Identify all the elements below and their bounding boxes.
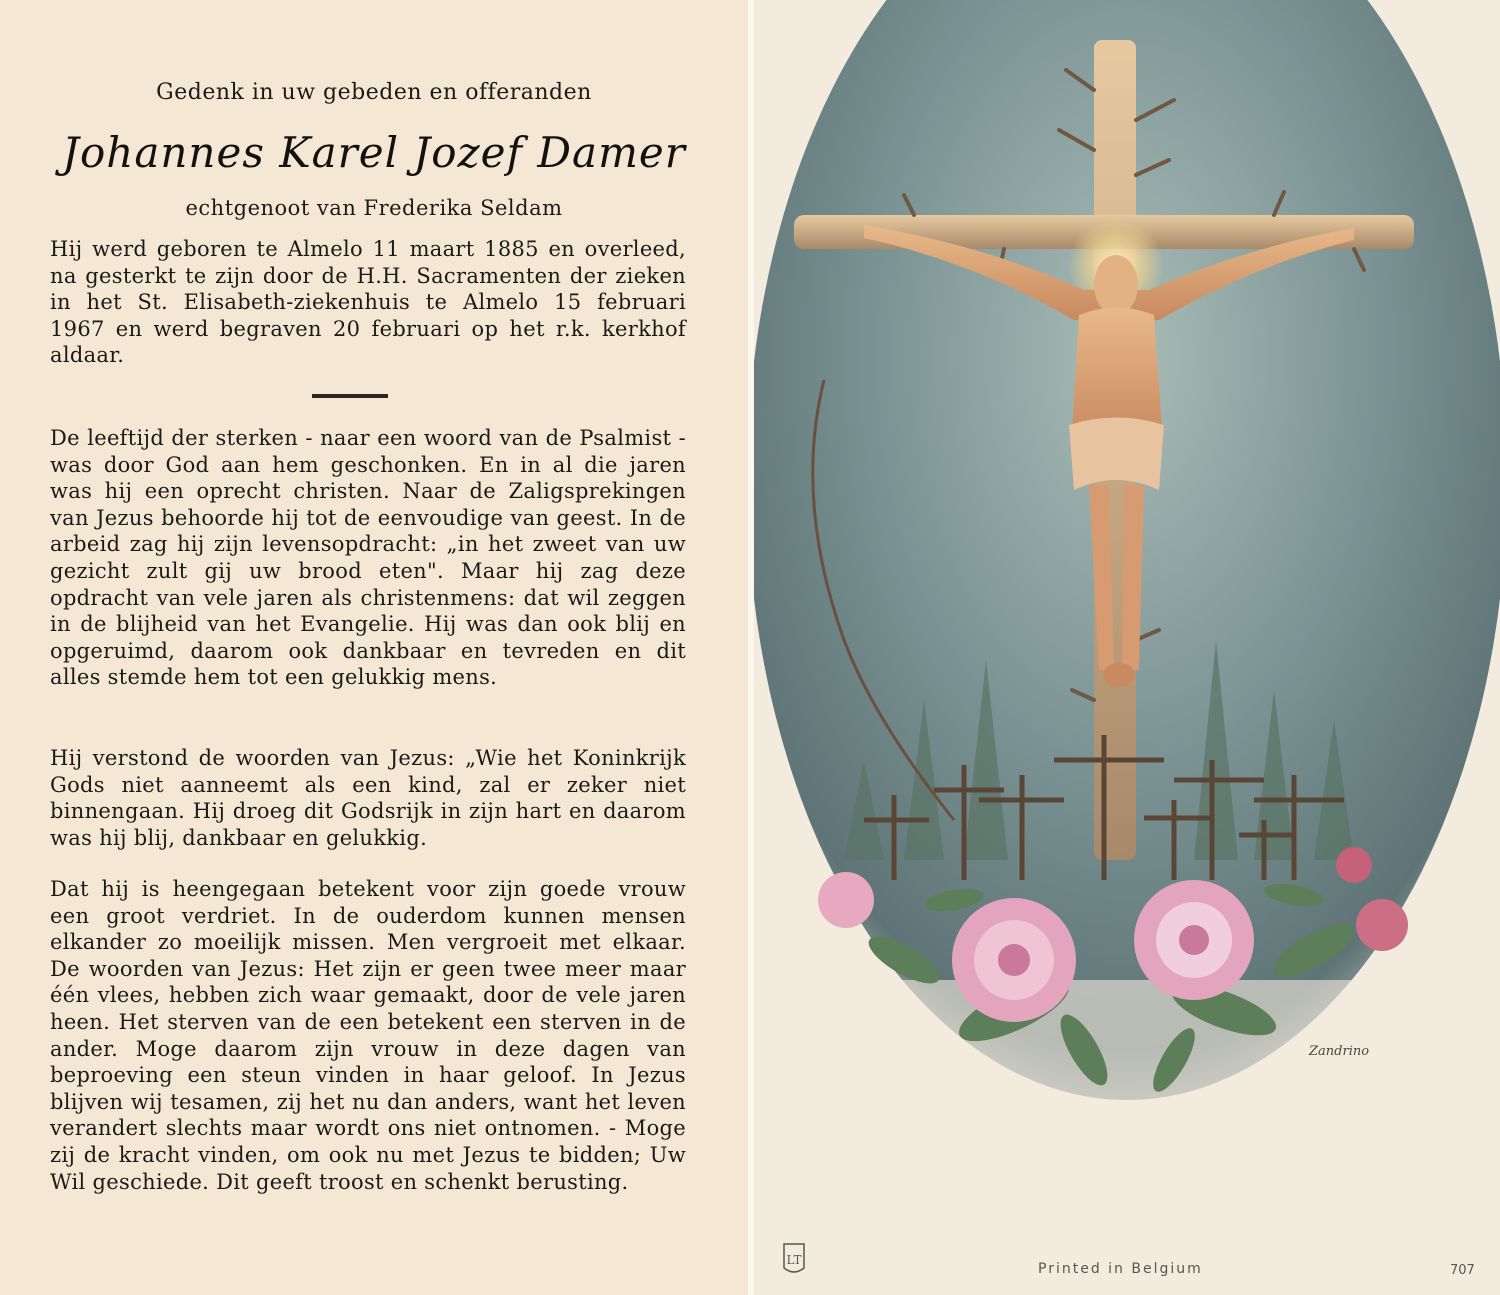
separator-rule — [312, 394, 388, 398]
picture-card — [754, 0, 1500, 1295]
card-number: 707 — [1450, 1263, 1475, 1278]
text-paragraph: Dat hij is heengegaan betekent voor zijn goede vrouw een groot verdriet. In de ouderdom kunnen mensen elkander zo moeilijk missen. Men vergroeit met elkaar. De woorden van Jezus: Het zijn er geen twee meer maar één vlees, hebben zich waar gemaakt, door de vele jaren heen. Het sterven van de een betekent een sterven in de ander. Moge daarom zijn vrouw in deze dagen van beproeving een steun vinden in haar geloof. In Jezus blijven wij tesamen, zij het nu dan anders, want het leven verandert slechts maar wordt ons niet ontnomen. - Moge zij de kracht vinden, om ook nu met Jezus te bidden; Uw Wil geschiede. Dit geeft troost en schenkt berusting. — [50, 877, 686, 1194]
memorial-text-card — [0, 0, 748, 1295]
deceased-name: Johannes Karel Jozef Damer — [62, 128, 686, 177]
lt-logo-icon — [782, 1242, 806, 1276]
printed-in-label: Printed in Belgium — [1038, 1261, 1203, 1277]
text-paragraph: De leeftijd der sterken - naar een woord van de Psalmist - was door God aan hem geschonken. En in al die jaren was hij een oprecht christen. Naar de Zaligsprekingen van Jezus behoorde hij tot de eenvoudige van geest. In de arbeid zag hij zijn levensopdracht: „in het zweet van uw gezicht zult gij uw brood eten". Maar hij zag deze opdracht van vele jaren als christenmens: dat wil zeggen in de blijheid van het Evangelie. Hij was dan ook blij en opgeruimd, daarom ook dankbaar en tevreden en dit alles stemde hem tot een gelukkig mens. — [50, 426, 686, 690]
svg-text:LT: LT — [786, 1253, 802, 1267]
text-paragraph: Hij verstond de woorden van Jezus: „Wie het Koninkrijk Gods niet aanneemt als een kind, zal er zeker niet binnengaan. Hij droeg dit Godsrijk in zijn hart en daarom was hij blij, dankbaar en gelukkig. — [50, 746, 686, 850]
intro-line: Gedenk in uw gebeden en offeranden — [156, 80, 592, 105]
biography-paragraph: Hij werd geboren te Almelo 11 maart 1885 en overleed, na gesterkt te zijn door de H.H. Sacramenten der zieken in het St. Elisabeth-ziekenhuis te Almelo 15 februari 1967 en werd begraven 20 februari op het r.k. kerkhof aldaar. — [50, 237, 686, 368]
crucifixion-illustration — [754, 0, 1500, 1110]
spouse-line: echtgenoot van Frederika Seldam — [185, 196, 563, 220]
artist-signature: Zandrino — [1309, 1044, 1370, 1059]
